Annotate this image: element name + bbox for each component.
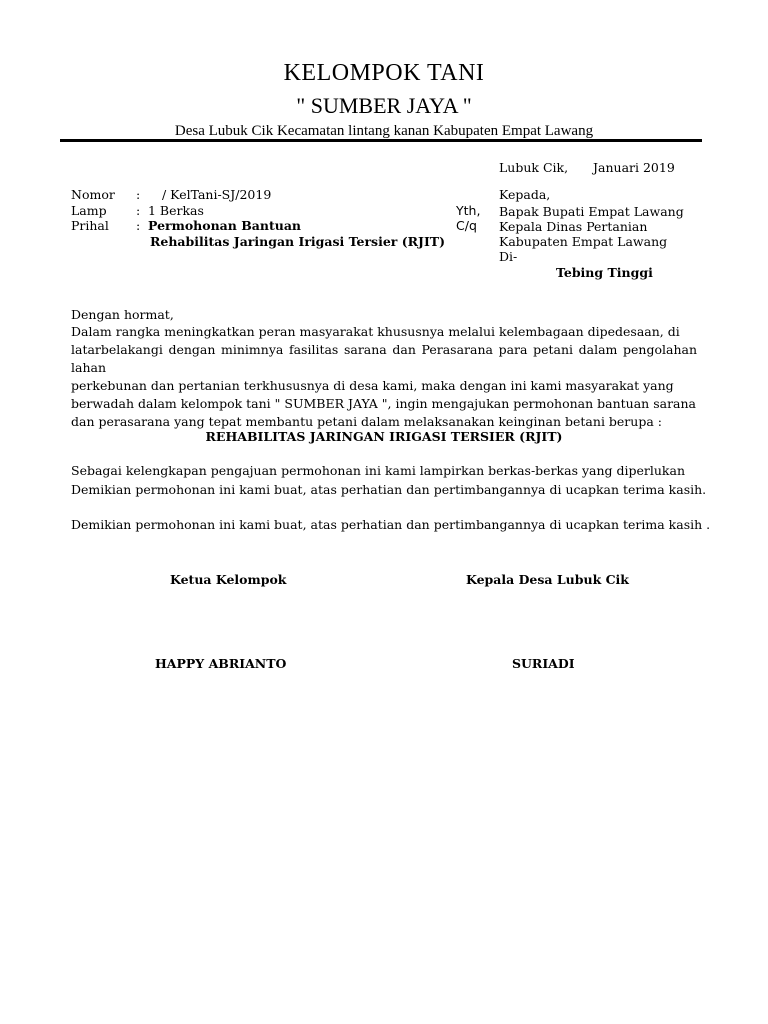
paragraph-line: perkebunan dan pertanian terkhususnya di desa kami, maka dengan ini kami masyarakat yang [71, 378, 674, 393]
addressee-city: Tebing Tinggi [556, 265, 653, 280]
cq-label: C/q [456, 218, 477, 233]
body-paragraph-2-line-2: Demikian permohonan ini kami buat, atas perhatian dan pertimbangannya di ucapkan terima kasih. [71, 482, 707, 497]
lamp-label: Lamp [71, 203, 107, 218]
lamp-sep: : [136, 203, 141, 218]
subject-heading: REHABILITAS JARINGAN IRIGASI TERSIER (RJIT) [205, 429, 563, 444]
paragraph-line: latarbelakangi dengan minimnya fasilitas sarana dan Perasarana para petani dalam pengolahan lahan [71, 342, 697, 375]
addressee-line-2: Kepala Dinas Pertanian [499, 219, 648, 234]
body-paragraph-2-line-1: Sebagai kelengkapan pengajuan permohonan ini kami lampirkan berkas-berkas yang diperlukan [71, 463, 685, 478]
nomor-label: Nomor [71, 187, 115, 202]
letterhead-title: KELOMPOK TANI [283, 60, 485, 86]
prihal-sep: : [136, 218, 141, 233]
prihal-label: Prihal [71, 218, 109, 233]
signature-right-name: SURIADI [512, 656, 575, 671]
letterhead-rule [60, 139, 702, 142]
addressee-line-1: Bapak Bupati Empat Lawang [499, 204, 684, 219]
lamp-value: 1 Berkas [148, 203, 204, 218]
paragraph-line: berwadah dalam kelompok tani " SUMBER JAYA ", ingin mengajukan permohonan bantuan sarana [71, 396, 696, 411]
kepada-label: Kepada, [499, 187, 551, 202]
paragraph-line: Dalam rangka meningkatkan peran masyarakat khususnya melalui kelembagaan dipedesaan, di [71, 324, 680, 339]
nomor-sep: : [136, 187, 141, 202]
body-paragraph-1 [71, 323, 697, 431]
signature-left-title: Ketua Kelompok [170, 572, 287, 587]
yth-label: Yth, [456, 203, 481, 218]
letterhead-address: Desa Lubuk Cik Kecamatan lintang kanan Kabupaten Empat Lawang [174, 123, 594, 139]
signature-left-name: HAPPY ABRIANTO [155, 656, 287, 671]
prihal-value-1: Permohonan Bantuan [148, 218, 302, 233]
prihal-value-2: Rehabilitas Jaringan Irigasi Tersier (RJIT) [150, 234, 446, 249]
addressee-line-3: Kabupaten Empat Lawang [499, 234, 668, 249]
greeting: Dengan hormat, [71, 307, 174, 322]
body-paragraph-3: Demikian permohonan ini kami buat, atas perhatian dan pertimbangannya di ucapkan terima kasih . [71, 517, 711, 532]
date-month-year: Januari 2019 [593, 160, 675, 175]
nomor-value: / KelTani-SJ/2019 [162, 187, 272, 202]
date-place: Lubuk Cik, [499, 160, 569, 175]
paragraph-line: dan perasarana yang tepat membantu petani dalam melaksanakan keinginan betani berupa : [71, 414, 662, 429]
letterhead-name: " SUMBER JAYA " [296, 93, 472, 118]
signature-right-title: Kepala Desa Lubuk Cik [466, 572, 629, 587]
addressee-di: Di- [499, 249, 518, 264]
